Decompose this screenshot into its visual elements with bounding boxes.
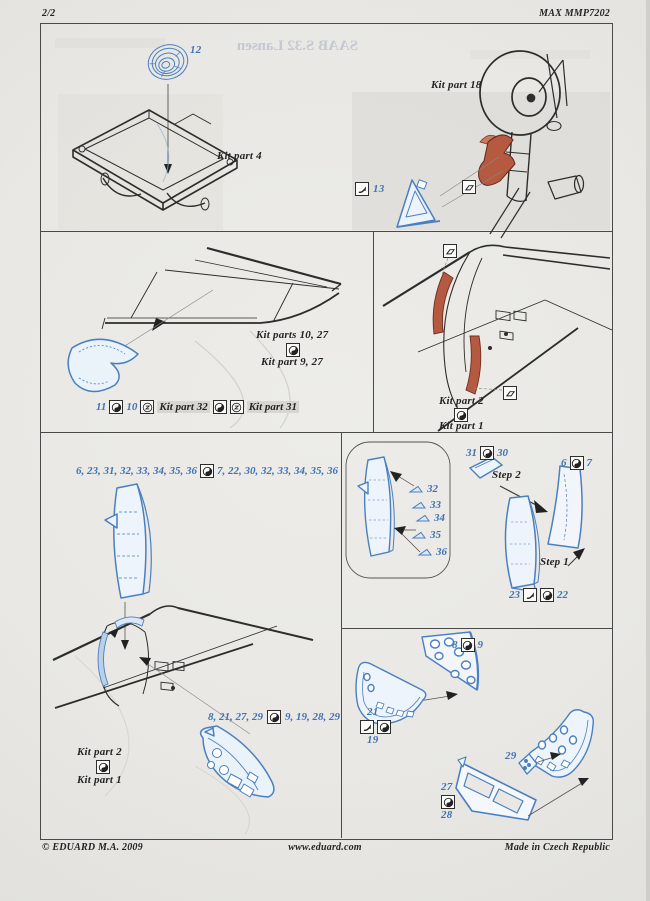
- cockpit-left-numbers: 8, 21, 27, 29: [208, 711, 263, 723]
- roll-icon: [213, 400, 227, 414]
- part-22-label: 22: [557, 589, 568, 601]
- fin-callout-35: [412, 529, 441, 541]
- callout-32: 32: [427, 483, 438, 495]
- nose-kit-part-2-label: Kit part 2: [77, 746, 122, 758]
- bend-icon: [360, 720, 374, 734]
- part-21-label: 21: [367, 706, 379, 718]
- roll-icon: [570, 456, 584, 470]
- pe-instrument-panel-part: [201, 726, 274, 797]
- fold-icon: [462, 180, 476, 194]
- kit-part-31-label: Kit part 31: [248, 401, 297, 413]
- bend-icon: [355, 182, 369, 196]
- slat-parts-line: [96, 400, 299, 414]
- callout-34: 34: [434, 512, 445, 524]
- tail-fuselage-drawing: [378, 236, 612, 432]
- roll-icon: [540, 588, 554, 602]
- divider-row2-vertical: [373, 231, 374, 432]
- pe-fin-middle: [505, 496, 539, 592]
- part-21-symbols: [360, 720, 391, 734]
- tail-kit-part-1-label: Kit part 1: [439, 420, 484, 432]
- divider-row3-right: [341, 628, 612, 629]
- fin-callout-33: [412, 499, 441, 511]
- cockpit-right-numbers: 9, 19, 28, 29: [285, 711, 340, 723]
- part-9-label: 9: [477, 639, 483, 651]
- kit-part-32-label: Kit part 32: [159, 401, 208, 413]
- page-number: 2/2: [42, 8, 56, 19]
- footer-copyright: © EDUARD M.A. 2009: [42, 842, 143, 853]
- footer-origin: Made in Czech Republic: [504, 842, 610, 853]
- mirror-icon: [140, 400, 154, 414]
- nose-kit-part-1-label: Kit part 1: [77, 774, 122, 786]
- pe-part-13-shape: [397, 180, 440, 227]
- pe-fin-right: [548, 466, 582, 548]
- fold-icon: [443, 244, 457, 258]
- roll-icon: [461, 638, 475, 652]
- mirror-icon: [230, 400, 244, 414]
- tail-kit-part-2-label: Kit part 2: [439, 395, 484, 407]
- roll-icon: [441, 795, 455, 809]
- bend-icon: [523, 588, 537, 602]
- callout-36: 36: [436, 546, 447, 558]
- pe-fin-part: [105, 484, 151, 598]
- fin-callout-36: [418, 546, 447, 558]
- fin-callout-34: [416, 512, 445, 524]
- part-13-label: 13: [373, 183, 385, 195]
- part-30-label: 30: [497, 447, 508, 459]
- plate-8-9-line: [452, 638, 483, 652]
- pe-sill-left: [98, 632, 108, 686]
- fin-6-7-line: [561, 456, 592, 470]
- part-12-label: 12: [190, 44, 202, 56]
- part-7-label: 7: [586, 457, 592, 469]
- part-27-label: 27: [441, 781, 453, 793]
- kit-part-4-label: Kit part 4: [217, 150, 262, 162]
- part-23-label: 23: [509, 589, 520, 601]
- product-code: MAX MMP7202: [539, 8, 610, 19]
- roll-icon: [286, 343, 300, 357]
- roll-icon: [109, 400, 123, 414]
- pe-slat-part: [68, 339, 138, 391]
- fin-right-numbers: 7, 22, 30, 32, 33, 34, 35, 36: [217, 465, 338, 477]
- fin-23-22-line: [509, 588, 568, 602]
- part-8-label: 8: [452, 639, 458, 651]
- roll-icon: [96, 760, 110, 774]
- page-edge-shadow: [646, 0, 650, 901]
- part-6-label: 6: [561, 457, 567, 469]
- kit-part-9-27-label: Kit part 9, 27: [261, 356, 324, 368]
- fin-left-numbers: 6, 23, 31, 32, 33, 34, 35, 36: [76, 465, 197, 477]
- divider-row2: [40, 432, 612, 433]
- roll-icon: [377, 720, 391, 734]
- step2-label: Step 2: [492, 469, 522, 481]
- red-stripe-upper: [433, 272, 453, 334]
- callout-35: 35: [430, 529, 441, 541]
- pe-sill-top: [115, 617, 144, 628]
- callout-33: 33: [430, 499, 441, 511]
- roll-icon: [480, 446, 494, 460]
- kit-part-18-label: Kit part 18: [431, 79, 482, 91]
- roll-icon: [267, 710, 281, 724]
- bleedthrough-title: SAAB S.32 Lansen: [236, 38, 359, 54]
- part-19-label: 19: [367, 734, 379, 746]
- cockpit-parts-callout: [208, 710, 340, 724]
- part-31-label: 31: [466, 447, 477, 459]
- fold-icon: [503, 386, 517, 400]
- kit-parts-10-27-label: Kit parts 10, 27: [256, 329, 329, 341]
- part-28-label: 28: [441, 809, 453, 821]
- divider-row1: [40, 231, 612, 232]
- footer-website: www.eduard.com: [288, 842, 362, 853]
- landing-gear-drawing: [350, 30, 612, 230]
- red-stripe-lower: [466, 336, 481, 394]
- fin-callout-32: [409, 483, 438, 495]
- radar-disc-and-tray-drawing: [45, 28, 345, 228]
- part-11-label: 11: [96, 401, 107, 413]
- step1-label: Step 1: [540, 556, 570, 568]
- part-29-label: 29: [505, 750, 517, 762]
- pe-fin-detail: [358, 457, 394, 556]
- step2-parts-line: [466, 446, 508, 460]
- pe-sidewall-right: [528, 710, 593, 777]
- part-10-label: 10: [126, 401, 138, 413]
